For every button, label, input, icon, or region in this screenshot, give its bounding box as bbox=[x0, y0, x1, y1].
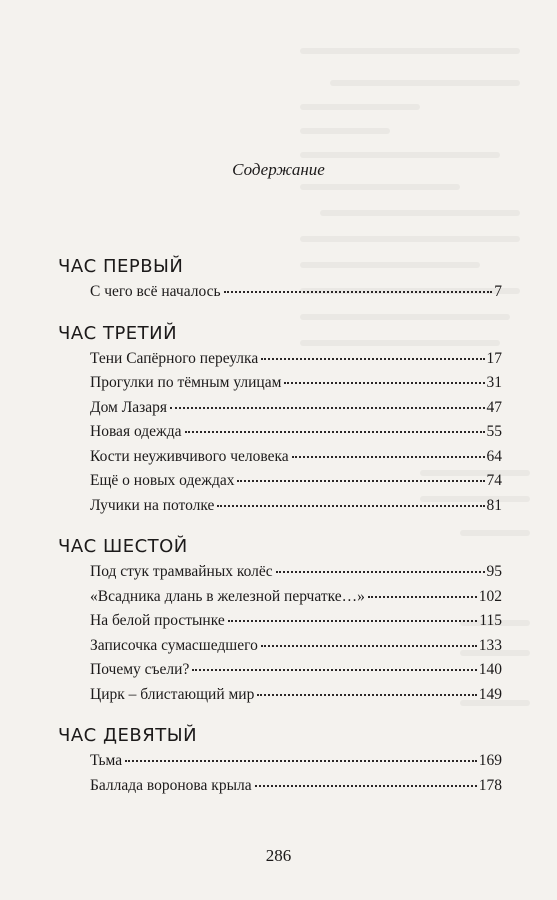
dot-leader bbox=[261, 358, 484, 360]
toc-entry-page: 140 bbox=[478, 661, 502, 678]
dot-leader bbox=[257, 694, 476, 696]
toc-entry-page: 31 bbox=[486, 374, 502, 391]
toc-entry-page: 133 bbox=[478, 636, 502, 654]
toc-entry[interactable] bbox=[90, 612, 502, 637]
toc-entry-page: 115 bbox=[479, 612, 502, 629]
toc-entry-page: 64 bbox=[486, 447, 502, 465]
toc-entry-page: 102 bbox=[478, 587, 502, 605]
toc-entry-title: Почему съели? bbox=[90, 661, 190, 678]
toc-entry[interactable] bbox=[90, 686, 502, 711]
dot-leader bbox=[228, 620, 478, 622]
toc-entry-title: Прогулки по тёмным улицам bbox=[90, 374, 282, 391]
toc-entry[interactable] bbox=[90, 423, 502, 448]
dot-leader bbox=[276, 571, 485, 573]
toc-entry[interactable] bbox=[90, 497, 502, 522]
toc-entry-title: Дом Лазаря bbox=[90, 398, 167, 416]
dot-leader bbox=[261, 645, 477, 647]
chapter-heading: ЧАС ШЕСТОЙ bbox=[58, 536, 188, 557]
toc-entry-page: 178 bbox=[478, 776, 502, 794]
toc-entry-page: 74 bbox=[486, 472, 502, 489]
toc-entry[interactable] bbox=[90, 350, 502, 375]
toc-entry-title: Тьма bbox=[90, 752, 123, 769]
toc-entry-page: 95 bbox=[486, 563, 502, 580]
toc-entry[interactable] bbox=[90, 448, 502, 473]
chapter-heading: ЧАС ДЕВЯТЫЙ bbox=[58, 725, 198, 746]
toc-section bbox=[58, 322, 502, 522]
toc-entry-title: Тени Сапёрного переулка bbox=[90, 349, 259, 367]
toc-entry[interactable] bbox=[90, 637, 502, 662]
toc-entry-title: Баллада воронова крыла bbox=[90, 776, 252, 794]
toc-entry-title: С чего всё началось bbox=[90, 283, 221, 300]
toc-section bbox=[58, 255, 502, 308]
toc-entry-title: Записочка сумасшедшего bbox=[90, 636, 258, 654]
chapter-heading: ЧАС ТРЕТИЙ bbox=[58, 322, 178, 344]
toc-entry-title: На белой простынке bbox=[90, 612, 225, 629]
dot-leader bbox=[217, 505, 484, 507]
dot-leader bbox=[255, 785, 477, 787]
toc-section bbox=[58, 535, 502, 710]
toc-entry-title: Ещё о новых одеждах bbox=[90, 472, 235, 489]
toc-section bbox=[58, 724, 502, 801]
toc-entry-title: Новая одежда bbox=[90, 423, 182, 440]
toc-entry[interactable] bbox=[90, 472, 502, 497]
dot-leader bbox=[224, 291, 493, 293]
toc-entry[interactable] bbox=[90, 374, 502, 399]
toc-entry-page: 7 bbox=[494, 283, 502, 300]
toc-entry[interactable] bbox=[90, 777, 502, 802]
toc-entry[interactable] bbox=[90, 563, 502, 588]
toc-entry-title: Цирк – блистающий мир bbox=[90, 685, 255, 703]
toc-entry-page: 17 bbox=[486, 349, 502, 367]
toc-entry-title: Кости неуживчивого человека bbox=[90, 447, 289, 465]
toc-entry[interactable] bbox=[90, 283, 502, 308]
toc-entry[interactable] bbox=[90, 399, 502, 424]
dot-leader bbox=[170, 407, 485, 409]
page-title: Содержание bbox=[232, 160, 325, 179]
dot-leader bbox=[237, 480, 484, 482]
dot-leader bbox=[185, 431, 485, 433]
toc-entry[interactable] bbox=[90, 752, 502, 777]
table-of-contents bbox=[58, 255, 502, 801]
dot-leader bbox=[284, 382, 484, 384]
dot-leader bbox=[368, 596, 477, 598]
dot-leader bbox=[192, 669, 476, 671]
toc-entry-title: Под стук трамвайных колёс bbox=[90, 563, 273, 580]
toc-entry-page: 149 bbox=[478, 685, 502, 703]
page-number: 286 bbox=[265, 846, 292, 865]
toc-entry-page: 81 bbox=[486, 496, 502, 514]
toc-entry-page: 55 bbox=[486, 423, 502, 440]
chapter-heading: ЧАС ПЕРВЫЙ bbox=[58, 256, 184, 277]
toc-entry-page: 169 bbox=[478, 752, 502, 769]
toc-entry[interactable] bbox=[90, 661, 502, 686]
toc-entry[interactable] bbox=[90, 588, 502, 613]
dot-leader bbox=[125, 760, 477, 762]
toc-entry-page: 47 bbox=[486, 398, 502, 416]
toc-entry-title: Лучики на потолке bbox=[90, 496, 215, 514]
dot-leader bbox=[292, 456, 485, 458]
toc-entry-title: «Всадника длань в железной перчатке…» bbox=[90, 587, 365, 605]
